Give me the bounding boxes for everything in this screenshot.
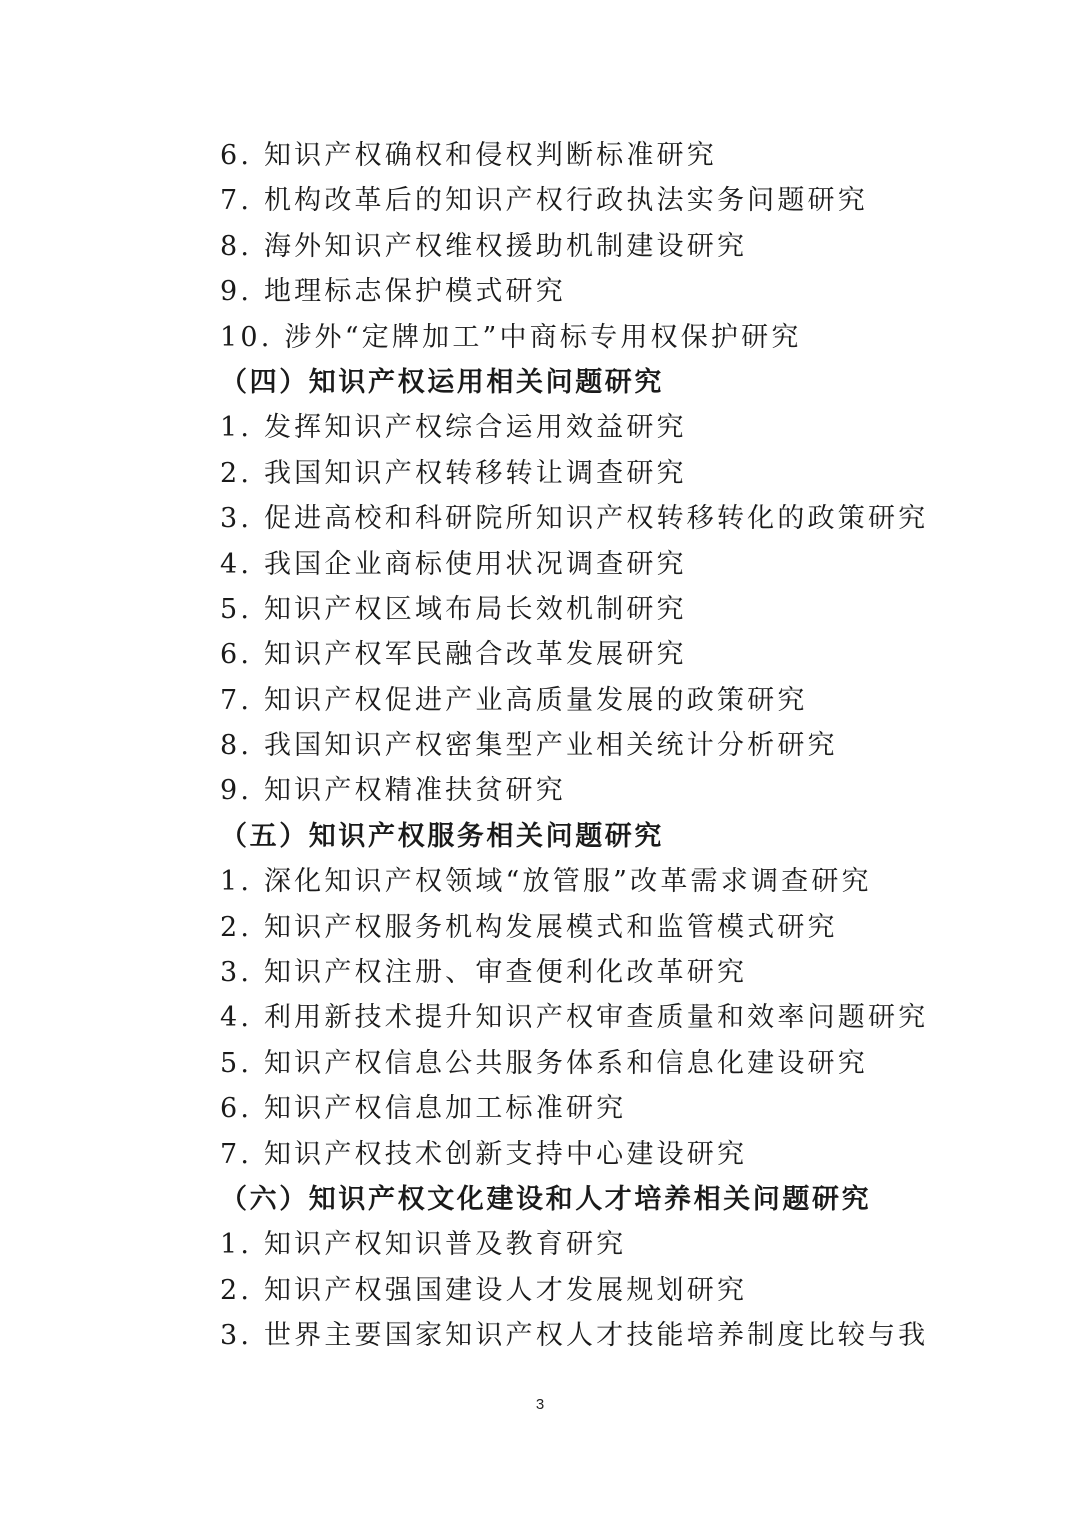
list-item: 9. 地理标志保护模式研究 (220, 276, 566, 308)
list-item: 7. 知识产权促进产业高质量发展的政策研究 (220, 684, 808, 716)
list-item: 2. 我国知识产权转移转让调查研究 (220, 457, 687, 489)
list-item: 5. 知识产权区域布局长效机制研究 (220, 593, 687, 625)
section-heading: （五）知识产权服务相关问题研究 (220, 820, 664, 852)
list-item: 7. 机构改革后的知识产权行政执法实务问题研究 (220, 185, 868, 217)
list-item: 3. 知识产权注册、审查便利化改革研究 (220, 957, 748, 989)
section-heading: （四）知识产权运用相关问题研究 (220, 366, 664, 398)
section-heading: （六）知识产权文化建设和人才培养相关问题研究 (220, 1183, 872, 1215)
list-item: 4. 我国企业商标使用状况调查研究 (220, 548, 687, 580)
list-item: 10. 涉外“定牌加工”中商标专用权保护研究 (220, 321, 802, 353)
list-item: 5. 知识产权信息公共服务体系和信息化建设研究 (220, 1047, 868, 1079)
list-item: 2. 知识产权强国建设人才发展规划研究 (220, 1274, 748, 1306)
list-item: 1. 知识产权知识普及教育研究 (220, 1229, 627, 1261)
list-item: 4. 利用新技术提升知识产权审查质量和效率问题研究 (220, 1002, 929, 1034)
list-item: 6. 知识产权确权和侵权判断标准研究 (220, 140, 717, 171)
list-item: 1. 发挥知识产权综合运用效益研究 (220, 412, 687, 444)
list-item: 8. 我国知识产权密集型产业相关统计分析研究 (220, 730, 838, 762)
list-item: 2. 知识产权服务机构发展模式和监管模式研究 (220, 911, 838, 943)
page-number: 3 (535, 1396, 545, 1413)
list-item: 6. 知识产权信息加工标准研究 (220, 1093, 627, 1125)
document-body (220, 133, 980, 1359)
list-item: 8. 海外知识产权维权援助机制建设研究 (220, 230, 748, 262)
list-item: 1. 深化知识产权领域“放管服”改革需求调查研究 (220, 866, 872, 898)
list-item: 6. 知识产权军民融合改革发展研究 (220, 639, 687, 671)
list-item: 3. 世界主要国家知识产权人才技能培养制度比较与我 (220, 1320, 929, 1352)
list-item: 7. 知识产权技术创新支持中心建设研究 (220, 1138, 748, 1170)
list-item: 3. 促进高校和科研院所知识产权转移转化的政策研究 (220, 503, 929, 535)
list-item: 9. 知识产权精准扶贫研究 (220, 775, 566, 807)
